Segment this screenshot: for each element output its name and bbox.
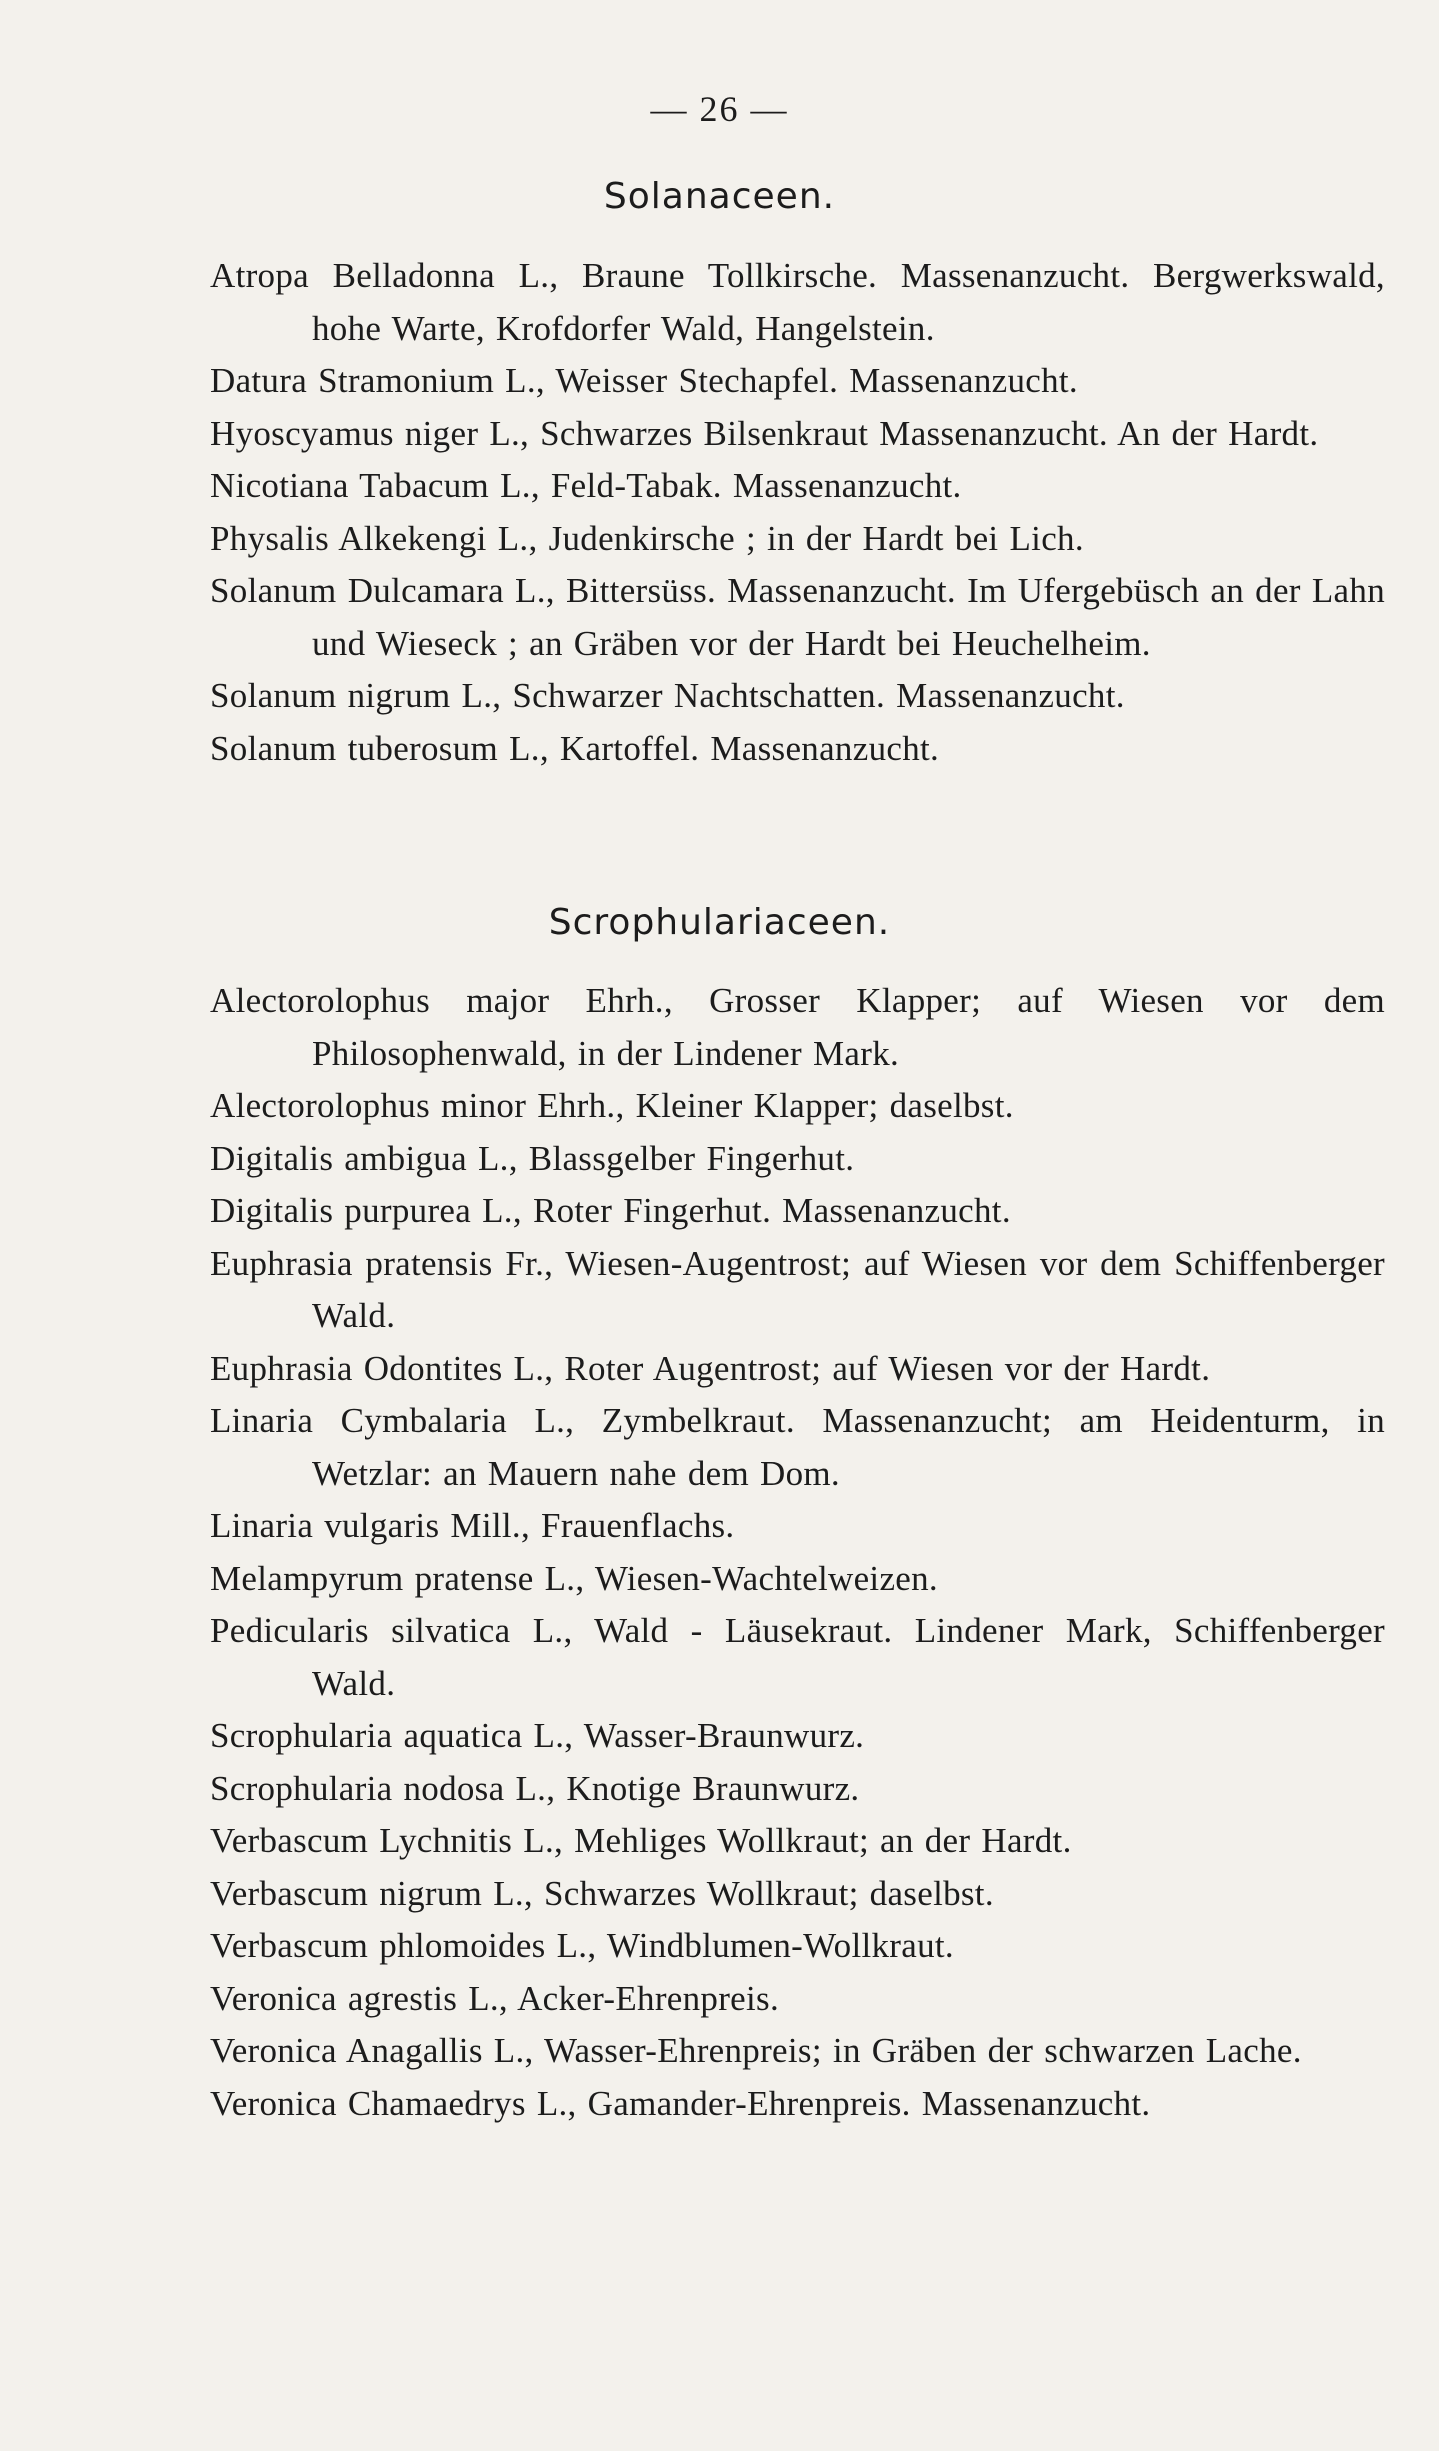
species-entry: Pedicularis silvatica L., Wald - Läusekraut. Lindener Mark, Schiffenberger Wald. bbox=[210, 1611, 1385, 1703]
species-list-solanaceen bbox=[210, 250, 1385, 775]
species-entry: Alectorolophus major Ehrh., Grosser Klapper; auf Wiesen vor dem Philosophenwald, in der Lindener Mark. bbox=[210, 981, 1385, 1073]
species-entry: Verbascum Lychnitis L., Mehliges Wollkraut; an der Hardt. bbox=[210, 1821, 1072, 1860]
species-entry: Veronica Chamaedrys L., Gamander-Ehrenpreis. Massenanzucht. bbox=[210, 2083, 1151, 2123]
species-entry: Alectorolophus minor Ehrh., Kleiner Klapper; daselbst. bbox=[210, 1086, 1014, 1125]
page-number: — 26 — bbox=[650, 89, 789, 129]
species-entry: Veronica agrestis L., Acker-Ehrenpreis. bbox=[210, 1978, 780, 2018]
species-entry: Linaria Cymbalaria L., Zymbelkraut. Massenanzucht; am Heidenturm, in Wetzlar: an Mauern nahe dem Dom. bbox=[210, 1401, 1385, 1493]
species-entry: Solanum nigrum L., Schwarzer Nachtschatten. Massenanzucht. bbox=[210, 676, 1125, 715]
species-entry: Datura Stramonium L., Weisser Stechapfel. Massenanzucht. bbox=[210, 361, 1078, 400]
species-entry: Scrophularia aquatica L., Wasser-Braunwurz. bbox=[210, 1716, 865, 1755]
species-entry: Solanum Dulcamara L., Bittersüss. Massenanzucht. Im Ufergebüsch an der Lahn und Wieseck ; an Gräben vor der Hardt bei Heuchelheim. bbox=[210, 571, 1385, 663]
species-entry: Melampyrum pratense L., Wiesen-Wachtelweizen. bbox=[210, 1558, 938, 1598]
species-entry: Verbascum nigrum L., Schwarzes Wollkraut; daselbst. bbox=[210, 1873, 994, 1913]
species-entry: Solanum tuberosum L., Kartoffel. Massenanzucht. bbox=[210, 728, 940, 768]
section-heading-scrophulariaceen: Scrophulariaceen. bbox=[548, 902, 891, 943]
section-heading-solanaceen: Solanaceen. bbox=[603, 176, 836, 217]
species-entry: Atropa Belladonna L., Braune Tollkirsche. Massenanzucht. Bergwerkswald, hohe Warte, Krofdorfer Wald, Hangelstein. bbox=[210, 256, 1385, 348]
species-entry: Veronica Anagallis L., Wasser-Ehrenpreis; in Gräben der schwarzen Lache. bbox=[210, 2031, 1302, 2070]
species-entry: Scrophularia nodosa L., Knotige Braunwurz. bbox=[210, 1768, 860, 1808]
species-list-scrophulariaceen bbox=[210, 975, 1385, 2130]
species-entry: Euphrasia Odontites L., Roter Augentrost; auf Wiesen vor der Hardt. bbox=[210, 1348, 1211, 1388]
species-entry: Digitalis ambigua L., Blassgelber Fingerhut. bbox=[210, 1138, 855, 1178]
species-entry: Euphrasia pratensis Fr., Wiesen-Augentrost; auf Wiesen vor dem Schiffenberger Wald. bbox=[210, 1243, 1385, 1335]
species-entry: Digitalis purpurea L., Roter Fingerhut. Massenanzucht. bbox=[210, 1191, 1011, 1230]
species-entry: Verbascum phlomoides L., Windblumen-Wollkraut. bbox=[210, 1926, 954, 1965]
species-entry: Nicotiana Tabacum L., Feld-Tabak. Massenanzucht. bbox=[210, 466, 962, 505]
species-entry: Physalis Alkekengi L., Judenkirsche ; in der Hardt bei Lich. bbox=[210, 518, 1084, 558]
species-entry: Hyoscyamus niger L., Schwarzes Bilsenkraut Massenanzucht. An der Hardt. bbox=[210, 413, 1319, 453]
species-entry: Linaria vulgaris Mill., Frauenflachs. bbox=[210, 1506, 735, 1545]
